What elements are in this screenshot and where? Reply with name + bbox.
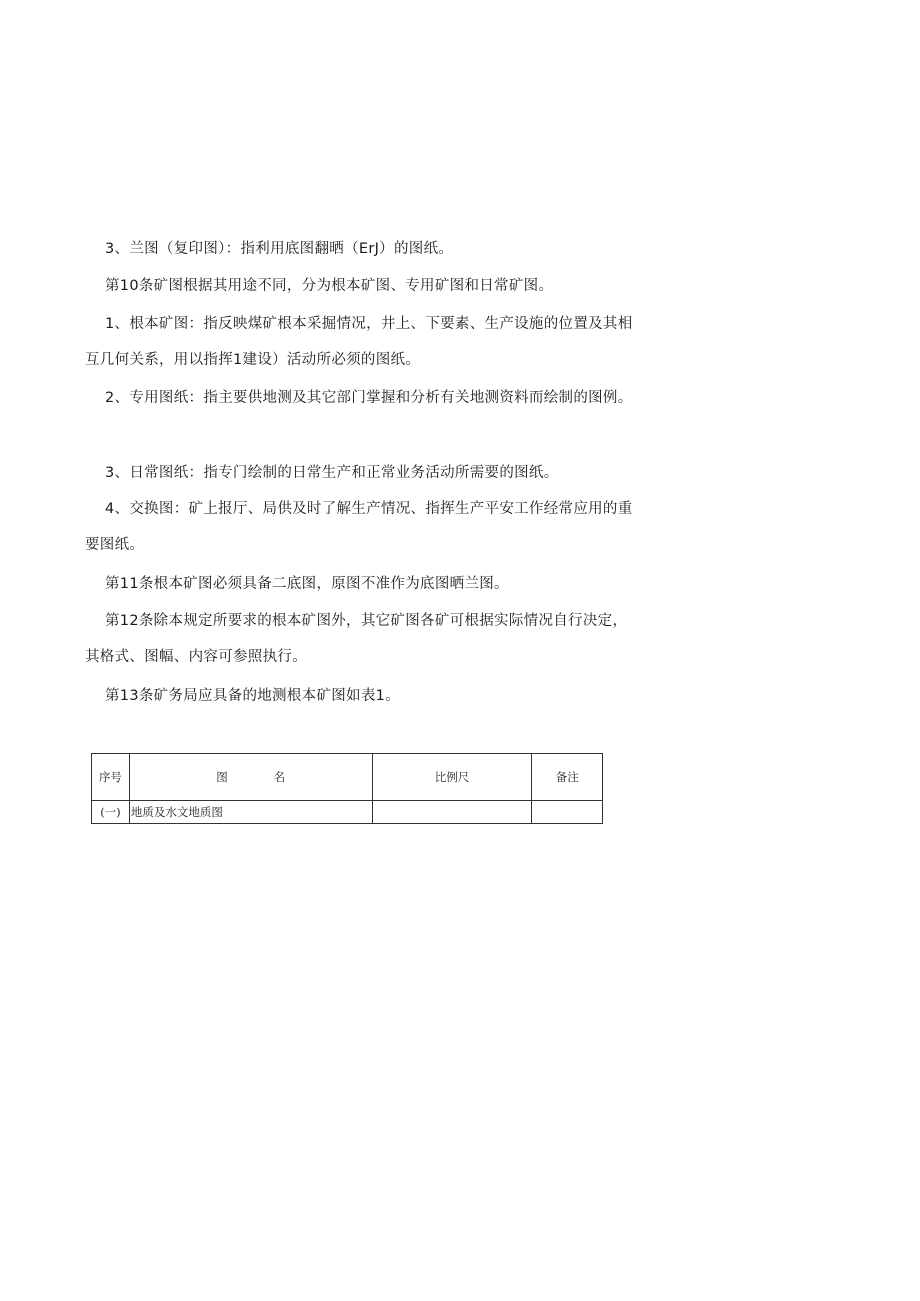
header-seq: 序号	[92, 754, 130, 801]
cell-seq: (一)	[92, 801, 130, 824]
header-scale: 比例尺	[372, 754, 532, 801]
paragraph-blueprint-definition: 3、兰图（复印图）：指利用底图翻晒（ErJ）的图纸。	[105, 241, 454, 257]
paragraph-article-12: 第12条除本规定所要求的根本矿图外，其它矿图各矿可根据实际情况自行决定，其格式、图幅、内容可参照执行。	[85, 613, 628, 665]
cell-note	[532, 801, 603, 824]
paragraph-exchange-map-definition: 4、交换图：矿上报厅、局供及时了解生产情况、指挥生产平安工作经常应用的重要图纸。	[85, 501, 633, 553]
paragraph-article-13: 第13条矿务局应具备的地测根本矿图如表1。	[105, 688, 400, 704]
map-list-table	[91, 753, 603, 824]
table-header-row	[92, 754, 603, 801]
paragraph-basic-map-definition: 1、根本矿图：指反映煤矿根本采掘情况，井上、下要素、生产设施的位置及其相互几何关系，用以指挥1建设）活动所必须的图纸。	[85, 316, 633, 368]
cell-scale	[372, 801, 532, 824]
paragraph-article-11: 第11条根本矿图必须具备二底图，原图不准作为底图晒兰图。	[105, 576, 509, 592]
paragraph-article-10: 第10条矿图根据其用途不同，分为根本矿图、专用矿图和日常矿图。	[105, 278, 554, 294]
table-row	[92, 801, 603, 824]
paragraph-special-map-definition: 2、专用图纸：指主要供地测及其它部门掌握和分析有关地测资料而绘制的图例。	[105, 390, 633, 406]
header-note: 备注	[532, 754, 603, 801]
cell-name: 地质及水文地质图	[129, 801, 372, 824]
paragraph-daily-map-definition: 3、日常图纸：指专门绘制的日常生产和正常业务活动所需要的图纸。	[105, 465, 559, 481]
header-name: 图 名	[129, 754, 372, 801]
